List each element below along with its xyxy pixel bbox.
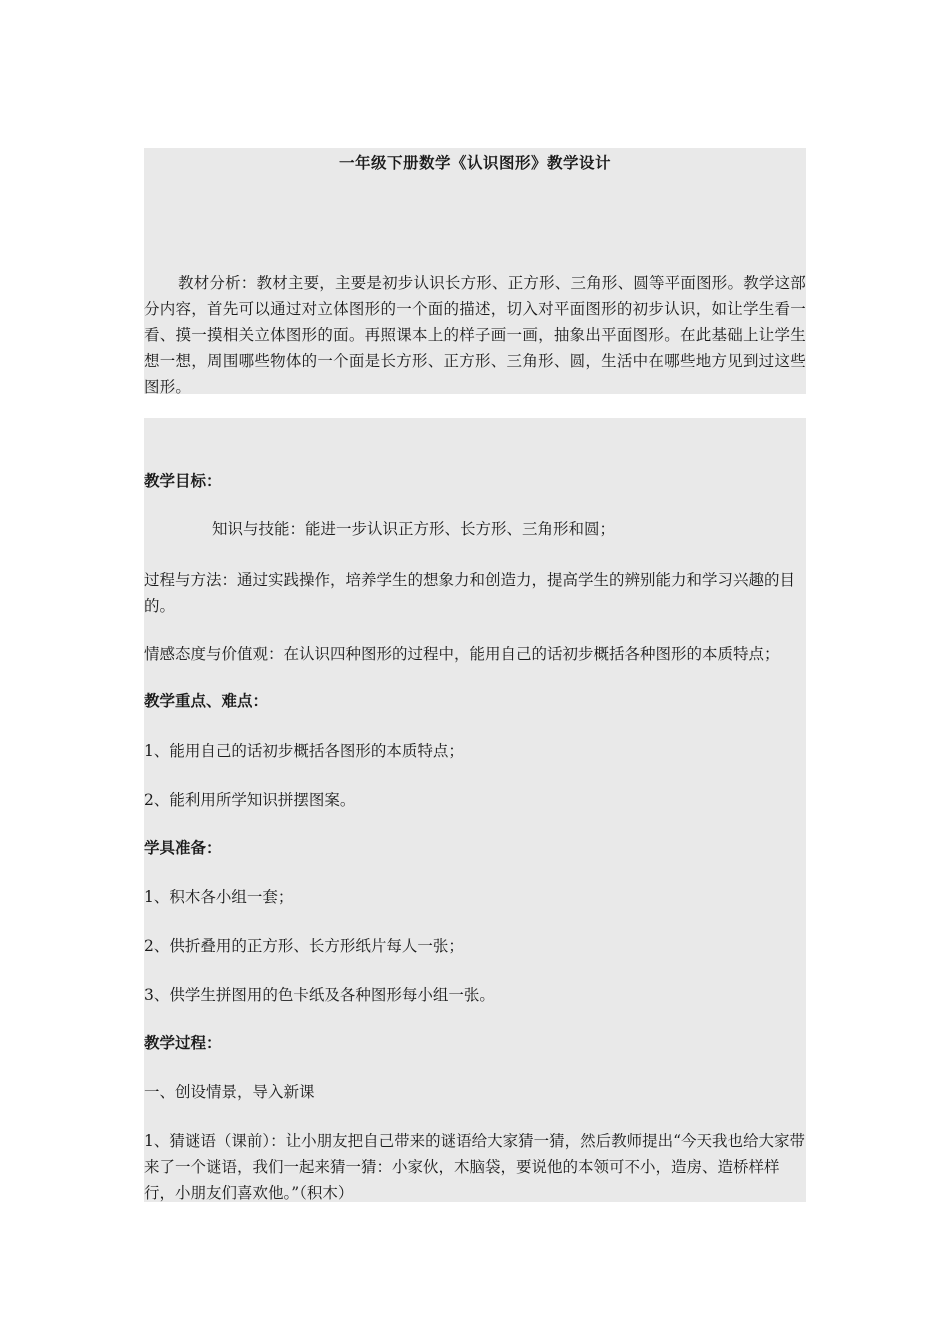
objective-emotion: 情感态度与价值观：在认识四种图形的过程中，能用自己的话初步概括各种图形的本质特点； [144,645,780,663]
key-points-heading: 教学重点、难点： [144,691,269,710]
key-point-item: 2、能利用所学知识拼摆图案。 [144,791,356,809]
analysis-paragraph: 教材分析：教材主要，主要是初步认识长方形、正方形、三角形、圆等平面图形。教学这部分内容，首先可以通过对立体图形的一个面的描述，切入对平面图形的初步认识，如让学生看一看、摸一摸相关立体图形的面。再照课本上的样子画一画，抽象出平面图形。在此基础上让学生想一想，周围哪些物体的一个面是长方形、正方形、三角形、圆，生活中在哪些地方见到过这些图形。 [144,274,807,396]
analysis-block [144,270,806,394]
title-block [144,148,806,270]
document-title: 一年级下册数学《认识图形》教学设计 [338,153,611,172]
process-step-heading: 一、创设情景，导入新课 [144,1083,315,1101]
material-item: 1、积木各小组一套； [144,888,294,906]
objectives-heading: 教学目标： [144,471,222,490]
material-item: 3、供学生拼图用的色卡纸及各种图形每小组一张。 [144,986,495,1004]
process-heading: 教学过程： [144,1033,222,1052]
objective-process: 过程与方法：通过实践操作，培养学生的想象力和创造力，提高学生的辨别能力和学习兴趣的目的。 [144,571,796,615]
material-item: 2、供折叠用的正方形、长方形纸片每人一张； [144,937,464,955]
objective-knowledge: 知识与技能：能进一步认识正方形、长方形、三角形和圆； [212,520,616,538]
riddle-paragraph: 1、猜谜语（课前）：让小朋友把自己带来的谜语给大家猜一猜，然后教师提出“今天我也给大家带来了一个谜语，我们一起来猜一猜：小家伙，木脑袋，要说他的本领可不小，造房、造桥样样行，小朋友们喜欢他。”（积木） [144,1132,806,1202]
key-point-item: 1、能用自己的话初步概括各图形的本质特点； [144,742,464,760]
materials-heading: 学具准备： [144,838,222,857]
